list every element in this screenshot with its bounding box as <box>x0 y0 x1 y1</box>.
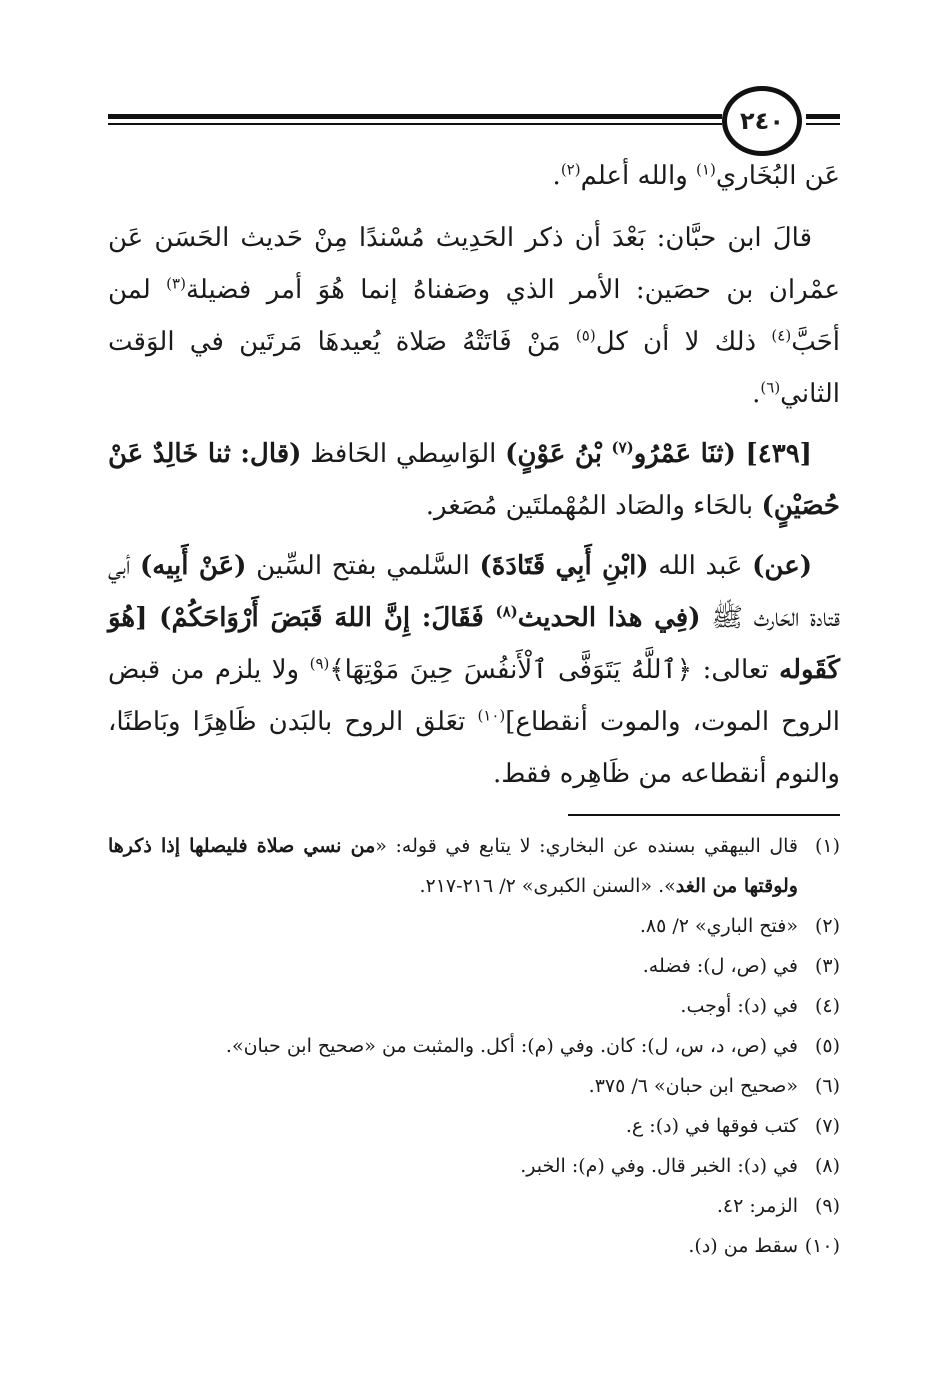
footnote-ref: (٢) <box>560 160 581 179</box>
footnote-ref: (٩) <box>309 654 330 673</box>
text-run: (عن) <box>752 551 813 581</box>
text-run: عَن البُخَاري <box>715 161 840 191</box>
text-run: لمن أحَبَّ <box>108 275 841 357</box>
text-run: (ابْنِ أَبِي قَتَادَةَ) <box>479 551 649 581</box>
paragraph-ibn-hibban <box>108 212 840 420</box>
footnote-number: (٢) <box>814 915 840 937</box>
text-run: ولا يلزم من قبض الروح الموت، والموت أنقطاع] <box>108 655 840 737</box>
text-run: ذلك لا أن كل <box>595 327 772 357</box>
text-run: تعَلق الروح بالبَدن ظَاهِرًا وبَاطنًا، والنوم أنقطاعه من ظَاهِره فقط. <box>108 707 840 789</box>
footnote-text: الزمر: ٤٢. <box>716 1195 798 1217</box>
footnote-text: في (د): الخبر قال. وفي (م): الخبر. <box>520 1155 798 1177</box>
footnote-text: سقط من (د). <box>688 1235 798 1257</box>
text-run: السَّلمي بفتح السِّين <box>246 551 480 581</box>
header-rule-right <box>806 114 840 128</box>
text-run: قالَ ابن حبَّان: بَعْدَ أن ذكر الحَدِيث مُسْندًا مِنْ حَديث الحَسَن عَن عمْران بن حصَين: الأمر الذي وصَفناهُ إنما هُوَ أمر فضيلة <box>108 223 841 305</box>
text-run: فَقَالَ: إِنَّ اللهَ قَبَضَ أَرْوَاحَكُمْ) [هُوَ كَقَوله <box>108 603 840 685</box>
footnote-number: (٦) <box>814 1075 840 1097</box>
text-run: (قال: ثنا خَالِدٌ عَنْ حُصَيْنٍ) <box>108 439 840 521</box>
footnote-ref: (٧) <box>611 438 634 457</box>
text-run: الوَاسِطي الحَافظ <box>301 439 506 469</box>
footnote-ref: (٨) <box>495 602 518 621</box>
header-rule-left <box>108 114 722 128</box>
footnote-item <box>108 826 840 906</box>
footnote-number: (٧) <box>814 1115 840 1137</box>
footnote-item <box>108 1226 840 1266</box>
text-run: (عَنْ أَبِيه) <box>139 551 247 581</box>
footnote-text: كتب فوقها في (د): ع. <box>625 1115 798 1137</box>
paragraph-continuation <box>108 150 840 202</box>
page-number-badge <box>722 86 802 156</box>
text-run: (فِي هذا الحديث <box>517 603 701 633</box>
footnote-separator <box>568 814 840 816</box>
footnote-number: (٣) <box>814 955 840 977</box>
text-run: قال البيهقي بسنده عن البخاري: لا يتابع في قوله: « <box>375 835 799 857</box>
text-run: ». «السنن الكبرى» ٢/ ٢١٦-٢١٧. <box>419 875 676 897</box>
text-run: من نسي صلاة فليصلها إذا ذكرها ولوقتها من الغد <box>108 835 798 897</box>
footnote-number: (١) <box>814 835 840 857</box>
header-rule-thin-right <box>806 123 840 125</box>
footnote-ref: (٦) <box>760 378 781 397</box>
footnote-number: (١٠) <box>804 1235 840 1257</box>
footnote-ref: (١) <box>696 160 716 179</box>
text-run: [٤٣٩] (ثنَا عَمْرُو <box>633 439 812 469</box>
text-run: . <box>752 379 761 409</box>
footnote-text: في (ص، ل): فضله. <box>642 955 798 977</box>
text-run: بْنُ عَوْنٍ) <box>505 439 612 469</box>
footnote-item <box>108 1026 840 1066</box>
footnote-text: في (د): أوجب. <box>680 995 798 1017</box>
text-run: مَنْ فَاتَتْهُ صَلاة يُعيدهَا مَرتَين في الوَقت الثاني <box>108 327 840 409</box>
footnote-item <box>108 1186 840 1226</box>
footnote-ref: (٥) <box>575 326 596 345</box>
header-rule-thick-right <box>806 114 840 119</box>
text-run: أبي قتادة الحَارث ﷺ <box>108 551 840 633</box>
footnote-number: (٩) <box>814 1195 840 1217</box>
footnote-text: «صحيح ابن حبان» ٦/ ٣٧٥. <box>588 1075 798 1097</box>
header-rule-thin <box>108 123 722 125</box>
footnote-item <box>108 1066 840 1106</box>
footnotes-section <box>108 826 840 1266</box>
footnote-number: (٨) <box>814 1155 840 1177</box>
text-run: . <box>552 161 561 191</box>
footnote-ref: (١٠) <box>477 706 506 725</box>
footnote-item <box>108 1146 840 1186</box>
footnote-item <box>108 986 840 1026</box>
quran-verse: تعالى: ﴿ٱللَّهُ يَتَوَفَّى ٱلْأَنفُسَ حِينَ مَوْتِهَا﴾ <box>329 655 780 685</box>
text-run: والله أعلم <box>580 161 697 191</box>
footnote-text: في (ص، د، س، ل): كان. وفي (م): أكل. والمثبت من «صحيح ابن حبان». <box>225 1035 798 1057</box>
footnote-item <box>108 1106 840 1146</box>
text-run: عَبد الله <box>648 551 753 581</box>
footnote-item <box>108 906 840 946</box>
footnote-item <box>108 946 840 986</box>
footnote-ref: (٣) <box>166 274 186 293</box>
page-number: ٢٤٠ <box>740 107 784 135</box>
header-rule-thick <box>108 114 722 119</box>
text-run: بالحَاء والصَاد المُهْملتَين مُصَغر. <box>425 491 762 521</box>
paragraph-commentary <box>108 540 840 800</box>
footnote-text: «فتح الباري» ٢/ ٨٥. <box>639 915 798 937</box>
paragraph-hadith-439 <box>108 428 840 532</box>
footnote-number: (٥) <box>814 1035 840 1057</box>
footnote-ref: (٤) <box>771 326 792 345</box>
footnote-number: (٤) <box>814 995 840 1017</box>
footnote-text <box>108 826 798 906</box>
main-text <box>108 150 840 808</box>
